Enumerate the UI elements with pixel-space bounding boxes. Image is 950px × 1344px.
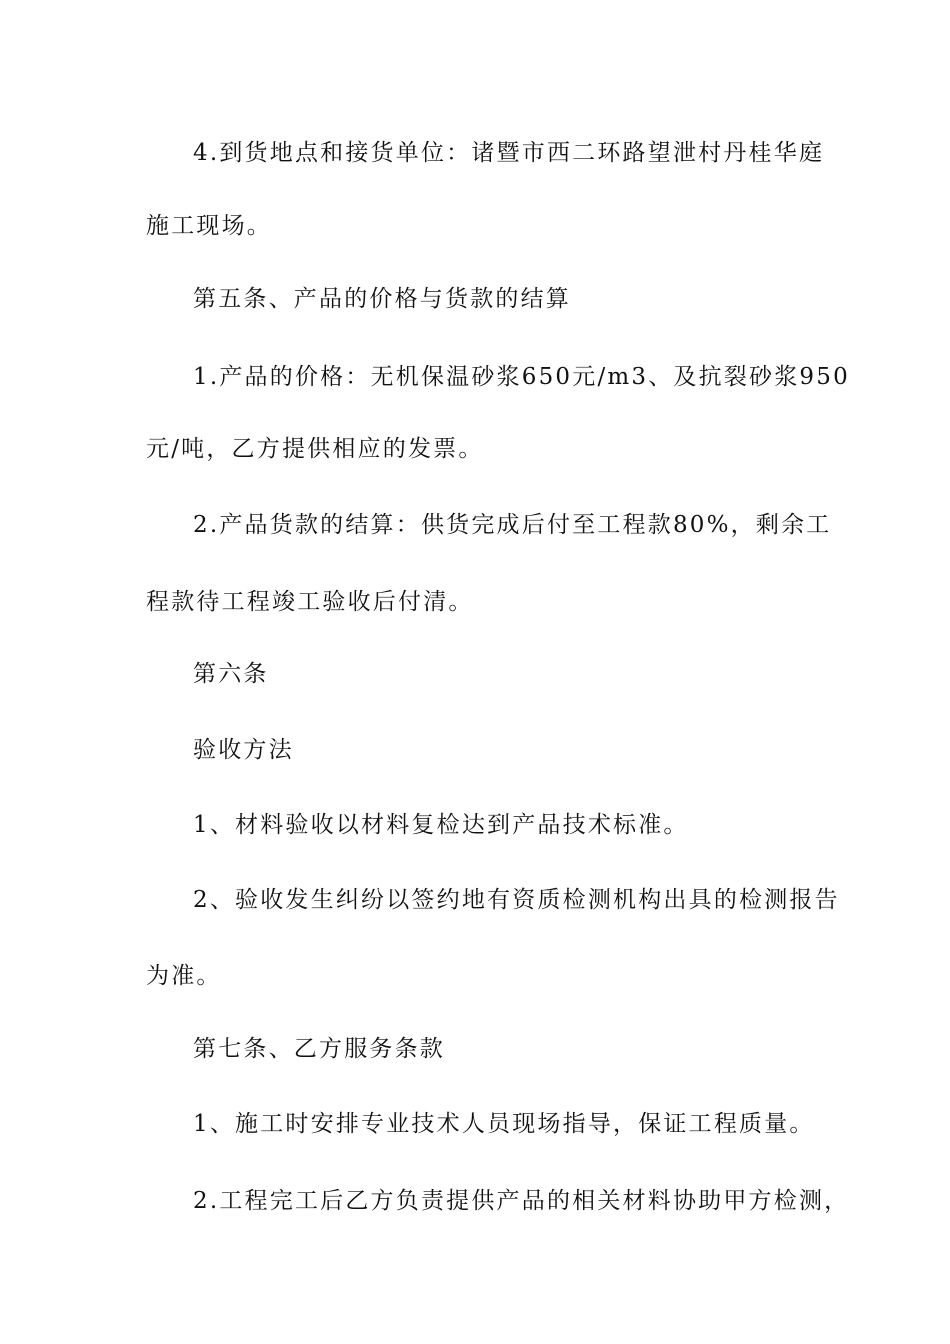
section-heading: 第七条、乙方服务条款 — [193, 1036, 445, 1062]
paragraph-line: 元/吨，乙方提供相应的发票。 — [146, 436, 484, 462]
paragraph-line: 1、施工时安排专业技术人员现场指导，保证工程质量。 — [193, 1111, 815, 1137]
paragraph-line: 2.产品货款的结算：供货完成后付至工程款80%，剩余工 — [193, 512, 832, 538]
section-heading: 第六条 — [193, 661, 269, 687]
paragraph-line: 1、材料验收以材料复检达到产品技术标准。 — [193, 812, 689, 838]
paragraph-line: 施工现场。 — [146, 213, 272, 239]
paragraph-line: 为准。 — [146, 963, 222, 989]
paragraph-line: 4.到货地点和接货单位：诸暨市西二环路望泄村丹桂华庭 — [193, 140, 825, 166]
section-heading: 第五条、产品的价格与货款的结算 — [193, 286, 571, 312]
section-subheading: 验收方法 — [193, 737, 294, 763]
paragraph-line: 程款待工程竣工验收后付清。 — [146, 589, 474, 615]
paragraph-line: 2、验收发生纠纷以签约地有资质检测机构出具的检测报告 — [193, 887, 840, 913]
paragraph-line: 1.产品的价格：无机保温砂浆650元/m3、及抗裂砂浆950 — [193, 364, 850, 390]
paragraph-line: 2.工程完工后乙方负责提供产品的相关材料协助甲方检测， — [193, 1188, 850, 1214]
